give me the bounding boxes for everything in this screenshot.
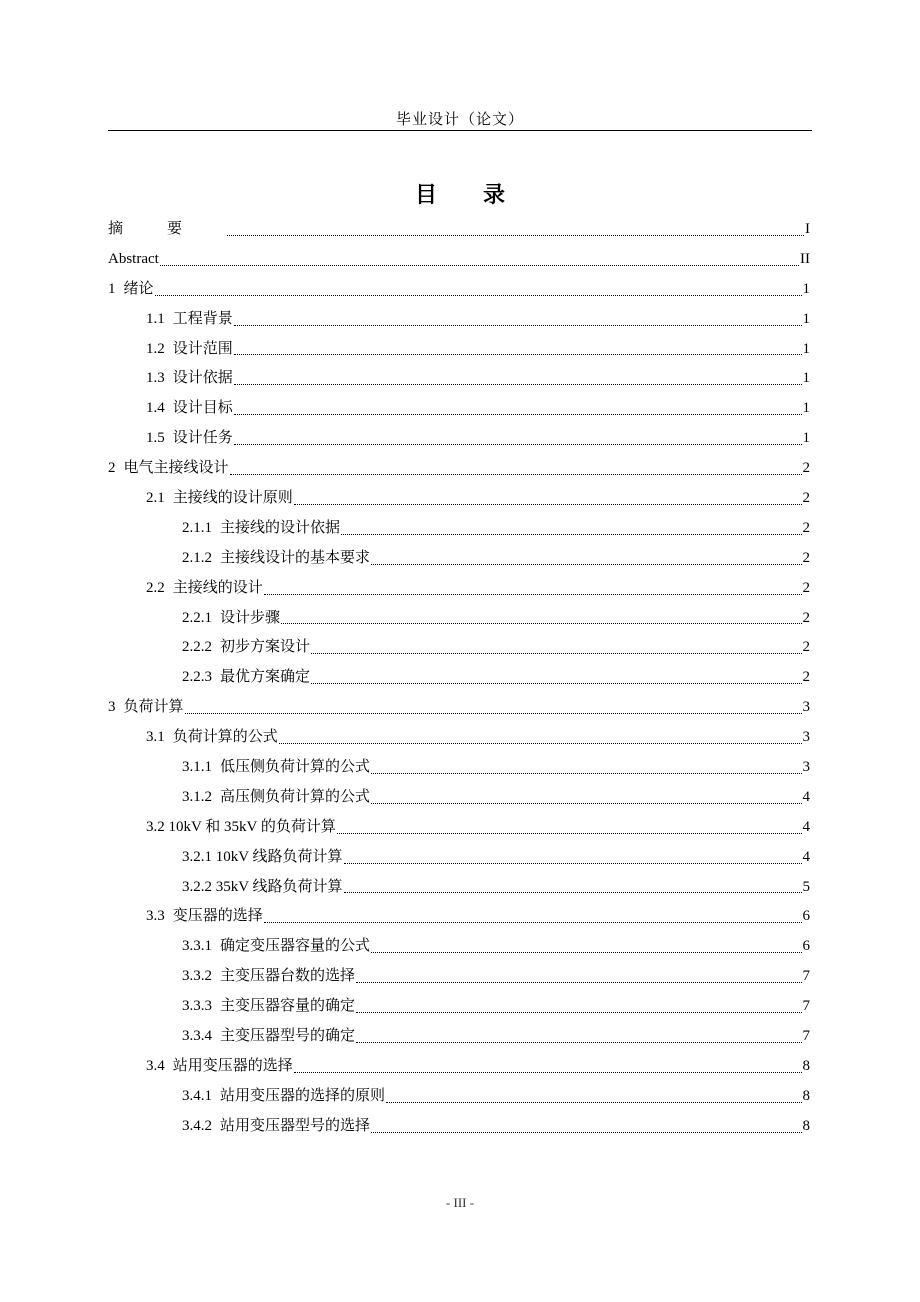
toc-title [0, 178, 920, 209]
dot-leader [227, 234, 804, 236]
toc-entry-page: 3 [802, 759, 810, 776]
toc-entry[interactable] [108, 816, 810, 846]
toc-entry-number: 3.3.1 [182, 938, 212, 955]
toc-entry[interactable] [108, 218, 810, 248]
toc-entry-page: I [805, 221, 810, 237]
dot-leader [356, 1041, 801, 1043]
toc-entry-number: 2.2 [146, 579, 165, 596]
toc-entry-label [108, 457, 229, 479]
dot-leader [311, 682, 801, 684]
toc-entry-number: 1.4 [146, 400, 165, 417]
toc-entry-label [108, 218, 226, 240]
dot-leader [185, 712, 802, 714]
toc-entry-label [182, 756, 370, 778]
toc-entry-number: 1.3 [146, 370, 165, 387]
toc-entry-text: 初步方案设计 [220, 639, 311, 656]
dot-leader [371, 951, 801, 953]
dot-leader [234, 353, 802, 355]
dot-leader [371, 563, 801, 565]
toc-entry[interactable] [108, 935, 810, 965]
dot-leader [234, 324, 802, 326]
toc-entry-number: 2.1.2 [182, 549, 212, 566]
toc-entry-text: 主接线的设计原则 [172, 490, 293, 507]
toc-entry-text: 负荷计算的公式 [172, 729, 278, 746]
toc-entry-number: 2.2.2 [182, 639, 212, 656]
toc-entry-text: 摘要 [108, 221, 227, 237]
toc-entry-label [182, 935, 370, 957]
toc-entry-label [182, 517, 340, 539]
toc-entry-page: 7 [802, 998, 810, 1015]
toc-entry[interactable] [108, 995, 810, 1025]
toc-entry[interactable] [108, 338, 810, 368]
toc-entry-page: 6 [802, 938, 810, 955]
toc-entry-label [182, 547, 370, 569]
toc-entry-number: 2 [108, 460, 116, 477]
toc-entry-number: 2.1.1 [182, 519, 212, 536]
toc-entry[interactable] [108, 636, 810, 666]
toc-entry[interactable] [108, 427, 810, 457]
toc-entry-number: 2.1 [146, 490, 165, 507]
toc-entry-number: 2.2.1 [182, 609, 212, 626]
dot-leader [337, 832, 802, 834]
toc-entry-text: Abstract [108, 250, 159, 267]
toc-entry-text: 设计范围 [172, 340, 233, 357]
toc-entry-label [146, 816, 336, 838]
toc-entry[interactable] [108, 1085, 810, 1115]
toc-entry-label [146, 397, 233, 419]
toc-entry[interactable] [108, 1055, 810, 1085]
dot-leader [386, 1101, 801, 1103]
toc-entry-label [146, 487, 293, 509]
toc-entry-page: 2 [802, 609, 810, 626]
toc-entry[interactable] [108, 547, 810, 577]
toc-entry-text: 主变压器台数的选择 [220, 968, 356, 985]
toc-entry-text: 站用变压器的选择的原则 [220, 1087, 386, 1104]
toc-entry-text: 主接线设计的基本要求 [220, 549, 371, 566]
page-number: - III - [445, 1195, 475, 1210]
toc-entry-page: 1 [802, 280, 810, 297]
toc-entry-text: 3.2 10kV 和 35kV 的负荷计算 [146, 818, 336, 835]
dot-leader [281, 622, 801, 624]
toc-entry[interactable] [108, 846, 810, 876]
toc-entry-label [182, 607, 280, 629]
toc-entry[interactable] [108, 696, 810, 726]
toc-entry-number: 3.3.2 [182, 968, 212, 985]
toc-entry-label [182, 965, 355, 987]
toc-entry-page: II [800, 250, 810, 267]
toc-entry-label [108, 278, 154, 300]
toc-entry-page: 1 [802, 370, 810, 387]
toc-entry-text: 负荷计算 [123, 699, 184, 716]
running-header: 毕业设计（论文） [395, 112, 524, 128]
toc-entry[interactable] [108, 756, 810, 786]
toc-entry-label [146, 427, 233, 449]
toc-entry-page: 2 [802, 639, 810, 656]
toc-entry-number: 3.1.1 [182, 759, 212, 776]
toc-entry-page: 3 [802, 729, 810, 746]
toc-entry-number: 3.4.1 [182, 1087, 212, 1104]
toc-entry-label [182, 876, 343, 898]
toc-entry[interactable] [108, 607, 810, 637]
toc-entry-page: 2 [802, 669, 810, 686]
toc-entry[interactable] [108, 367, 810, 397]
toc-title-part2: 录 [483, 182, 506, 207]
dot-leader [356, 981, 801, 983]
toc-entry[interactable] [108, 786, 810, 816]
toc-entry-label [182, 1085, 385, 1107]
toc-entry-number: 3.3 [146, 908, 165, 925]
toc-entry-label [146, 1055, 293, 1077]
dot-leader [294, 503, 802, 505]
toc-entry-text: 设计步骤 [220, 609, 281, 626]
dot-leader [230, 473, 802, 475]
toc-entry-label [182, 1025, 355, 1047]
toc-entry[interactable] [108, 876, 810, 906]
dot-leader [264, 593, 802, 595]
dot-leader [294, 1071, 802, 1073]
toc-entry-page: 2 [802, 460, 810, 477]
toc-entry-label [146, 367, 233, 389]
toc-entry[interactable] [108, 577, 810, 607]
toc-entry[interactable] [108, 487, 810, 517]
toc-entry-text: 低压侧负荷计算的公式 [220, 759, 371, 776]
toc-entry[interactable] [108, 278, 810, 308]
toc-entry-label [146, 338, 233, 360]
toc-entry-text: 站用变压器的选择 [172, 1057, 293, 1074]
toc-entry-label [182, 786, 370, 808]
toc-entry-label [182, 636, 310, 658]
toc-entry-label [146, 726, 278, 748]
toc-entry-page: 6 [802, 908, 810, 925]
toc-entry-number: 3.1.2 [182, 788, 212, 805]
toc-entry-text: 主变压器容量的确定 [220, 998, 356, 1015]
dot-leader [155, 294, 802, 296]
dot-leader [356, 1011, 801, 1013]
dot-leader [264, 921, 802, 923]
toc-entry-page: 1 [802, 340, 810, 357]
toc-entry-text: 电气主接线设计 [123, 460, 229, 477]
toc-entry-page: 2 [802, 519, 810, 536]
dot-leader [344, 862, 802, 864]
toc-entry-number: 1.1 [146, 310, 165, 327]
dot-leader [371, 772, 801, 774]
dot-leader [234, 383, 802, 385]
toc-entry-label [182, 846, 343, 868]
toc-entry-text: 最优方案确定 [220, 669, 311, 686]
toc-entry-text: 高压侧负荷计算的公式 [220, 788, 371, 805]
toc-entry-text: 3.2.1 10kV 线路负荷计算 [182, 848, 343, 865]
dot-leader [234, 413, 802, 415]
toc-entry-number: 3.1 [146, 729, 165, 746]
toc-entry-label [146, 577, 263, 599]
toc-list [108, 218, 810, 1145]
toc-entry-label [146, 905, 263, 927]
toc-entry-text: 变压器的选择 [172, 908, 263, 925]
toc-entry-page: 8 [802, 1057, 810, 1074]
toc-entry-number: 1.5 [146, 430, 165, 447]
toc-entry-page: 7 [802, 1028, 810, 1045]
toc-entry-label [182, 995, 355, 1017]
toc-entry-page: 1 [802, 400, 810, 417]
toc-entry-page: 1 [802, 430, 810, 447]
toc-entry-page: 1 [802, 310, 810, 327]
toc-entry[interactable] [108, 517, 810, 547]
toc-entry-number: 3.3.3 [182, 998, 212, 1015]
toc-entry-label [182, 666, 310, 688]
dot-leader [371, 1131, 801, 1133]
header-rule [108, 130, 812, 131]
toc-entry-text: 绪论 [123, 280, 154, 297]
toc-entry-page: 7 [802, 968, 810, 985]
dot-leader [344, 891, 802, 893]
toc-entry-number: 2.2.3 [182, 669, 212, 686]
toc-entry[interactable] [108, 1115, 810, 1145]
toc-entry-text: 工程背景 [172, 310, 233, 327]
toc-entry-label [146, 308, 233, 330]
toc-entry-text: 设计目标 [172, 400, 233, 417]
toc-entry[interactable] [108, 457, 810, 487]
toc-entry-label [108, 248, 159, 270]
toc-entry-text: 主变压器型号的确定 [220, 1028, 356, 1045]
toc-entry-text: 确定变压器容量的公式 [220, 938, 371, 955]
toc-entry-text: 设计任务 [172, 430, 233, 447]
toc-entry-page: 2 [802, 579, 810, 596]
toc-entry[interactable] [108, 726, 810, 756]
toc-entry-page: 8 [802, 1117, 810, 1134]
dot-leader [160, 264, 799, 266]
toc-entry[interactable] [108, 1025, 810, 1055]
toc-entry-page: 2 [802, 490, 810, 507]
toc-entry-number: 3.3.4 [182, 1028, 212, 1045]
toc-entry-number: 1 [108, 280, 116, 297]
toc-entry[interactable] [108, 905, 810, 935]
dot-leader [311, 652, 801, 654]
dot-leader [279, 742, 802, 744]
toc-entry-number: 3.4.2 [182, 1117, 212, 1134]
toc-entry-page: 8 [802, 1087, 810, 1104]
toc-entry-page: 4 [802, 818, 810, 835]
toc-entry-page: 2 [802, 549, 810, 566]
toc-entry-text: 主接线的设计 [172, 579, 263, 596]
toc-entry-page: 4 [802, 788, 810, 805]
dot-leader [371, 802, 801, 804]
toc-entry[interactable] [108, 965, 810, 995]
toc-entry-text: 站用变压器型号的选择 [220, 1117, 371, 1134]
toc-entry-text: 设计依据 [172, 370, 233, 387]
dot-leader [341, 533, 801, 535]
toc-entry-page: 5 [802, 878, 810, 895]
toc-entry-number: 3 [108, 699, 116, 716]
toc-entry[interactable] [108, 666, 810, 696]
toc-entry-number: 3.4 [146, 1057, 165, 1074]
toc-entry-label [108, 696, 184, 718]
toc-entry-page: 3 [802, 699, 810, 716]
toc-entry[interactable] [108, 308, 810, 338]
toc-entry-text: 3.2.2 35kV 线路负荷计算 [182, 878, 343, 895]
toc-title-part1: 目 [414, 182, 437, 207]
toc-entry-page: 4 [802, 848, 810, 865]
toc-entry-number: 1.2 [146, 340, 165, 357]
dot-leader [234, 443, 802, 445]
toc-entry-text: 主接线的设计依据 [220, 519, 341, 536]
toc-entry[interactable] [108, 397, 810, 427]
toc-entry[interactable] [108, 248, 810, 278]
toc-entry-label [182, 1115, 370, 1137]
